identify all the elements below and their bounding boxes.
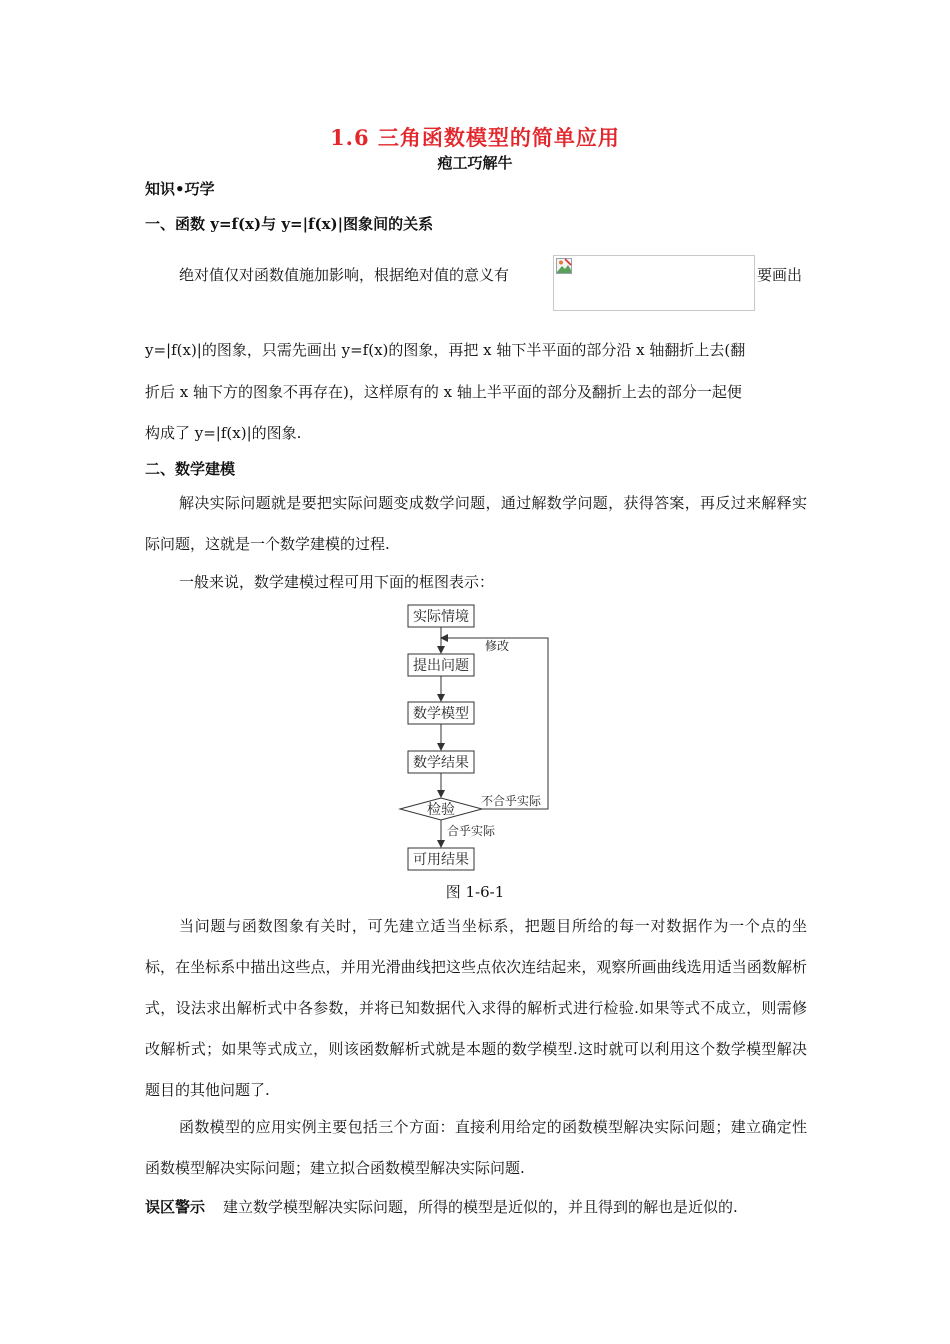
flow-label-fit: 合乎实际 xyxy=(447,824,496,838)
section1-heading: 一、函数 y=f(x)与 y=|f(x)|图象间的关系 xyxy=(145,215,434,233)
broken-image-icon xyxy=(556,258,572,274)
section2-heading: 二、数学建模 xyxy=(145,460,236,478)
section2-paragraph1: 解决实际问题就是要把实际问题变成数学问题，通过解数学问题，获得答案，再反过来解释实际问题，这就是一个数学建模的过程. xyxy=(145,494,807,553)
page-title: 1.6 三角函数模型的简单应用 xyxy=(330,125,620,150)
flow-box-problem-label: 提出问题 xyxy=(413,658,469,674)
flow-label-not-fit: 不合乎实际 xyxy=(481,794,542,808)
page-subtitle: 疱工巧解牛 xyxy=(437,154,513,172)
section1-line4: 构成了 y=|f(x)|的图象. xyxy=(145,424,302,442)
flow-box-situation-label: 实际情境 xyxy=(413,609,469,625)
section2-paragraph4: 函数模型的应用实例主要包括三个方面：直接利用给定的函数模型解决实际问题；建立确定性函数模型解决实际问题；建立拟合函数模型解决实际问题. xyxy=(145,1118,807,1177)
warning-text: 建立数学模型解决实际问题，所得的模型是近似的，并且得到的解也是近似的. xyxy=(223,1198,738,1216)
section-label: 知识•巧学 xyxy=(145,180,215,198)
section1-line2: y=|f(x)|的图象，只需先画出 y=f(x)的图象，再把 x 轴下半平面的部分沿 x 轴翻折上去(翻 xyxy=(145,341,746,359)
section1-line1-before: 绝对值仅对函数值施加影响，根据绝对值的意义有 xyxy=(179,266,510,284)
section1-line3: 折后 x 轴下方的图象不再存在)，这样原有的 x 轴上半平面的部分及翻折上去的部分一起便 xyxy=(145,383,742,401)
flow-box-usable-label: 可用结果 xyxy=(413,852,469,868)
section2-paragraph2: 一般来说，数学建模过程可用下面的框图表示： xyxy=(179,573,495,591)
warning-label: 误区警示 xyxy=(145,1198,206,1216)
formula-image-placeholder xyxy=(553,255,755,311)
flow-box-result-label: 数学结果 xyxy=(413,755,469,771)
section1-line1-after: 要画出 xyxy=(757,266,803,284)
warning-line xyxy=(145,1196,738,1217)
flow-diamond-check-label: 检验 xyxy=(427,802,455,818)
section2-paragraph3: 当问题与函数图象有关时，可先建立适当坐标系，把题目所给的每一对数据作为一个点的坐标，在坐标系中描出这些点，并用光滑曲线把这些点依次连结起来，观察所画曲线选用适当函数解析式，设法求出解析式中各参数，并将已知数据代入求得的解析式进行检验.如果等式不成立，则需修改解析式；如果等式成立，则该函数解析式就是本题的数学模型.这时就可以利用这个数学模型解决题目的其他问题了. xyxy=(145,917,807,1099)
modeling-flowchart xyxy=(390,598,560,876)
figure-caption: 图 1-6-1 xyxy=(445,883,505,901)
flow-label-revise: 修改 xyxy=(485,639,510,653)
flow-box-model-label: 数学模型 xyxy=(413,706,469,722)
